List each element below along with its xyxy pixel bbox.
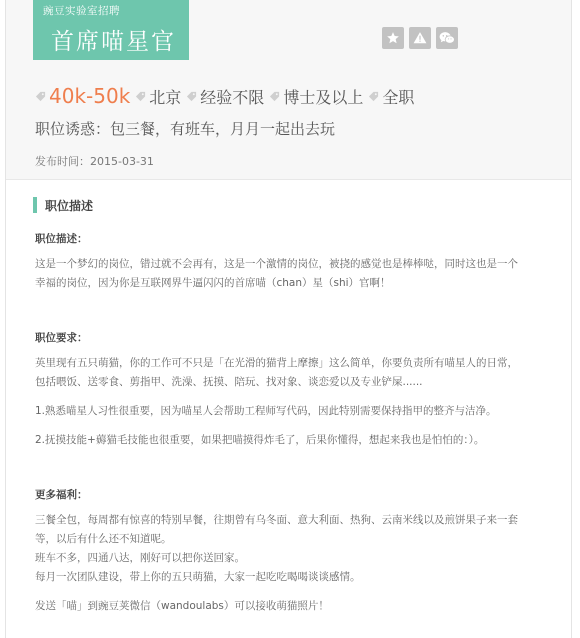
tag-icon	[35, 91, 46, 102]
tag-icon	[135, 91, 146, 102]
experience: 经验不限	[200, 87, 265, 107]
education-tag	[269, 85, 363, 108]
job-type: 全职	[382, 87, 415, 107]
tag-icon	[368, 91, 379, 102]
requirements-title: 职位要求：	[35, 332, 88, 344]
section-header	[33, 197, 93, 213]
tag-icon	[186, 91, 197, 102]
requirement-item-1: 1.熟悉喵星人习性很重要，因为喵星人会帮助工程师写代码，因此特别需要保持指甲的整齐与洁净。	[35, 405, 497, 417]
report-button[interactable]	[409, 27, 431, 49]
benefit-line-4: 发送「喵」到豌豆荚微信（wandoulabs）可以接收萌猫照片！	[35, 600, 329, 612]
section-accent-bar	[33, 197, 37, 213]
location: 北京	[149, 87, 182, 107]
requirements-intro: 英里现有五只萌猫，你的工作可不只是「在光滑的猫背上摩擦」这么简单，你要负责所有喵星人的日常，包括喂饭、送零食、剪指甲、洗澡、抚摸、陪玩、找对象、谈恋爱以及专业铲屎......	[35, 357, 518, 388]
job-detail-page	[5, 0, 572, 638]
wechat-icon	[439, 31, 455, 45]
warning-icon	[413, 31, 427, 45]
star-icon	[386, 31, 400, 45]
job-actions	[382, 27, 458, 49]
benefit-line-3: 每月一次团队建设，带上你的五只萌猫，大家一起吃吃喝喝谈谈感情。	[35, 571, 361, 583]
experience-tag	[186, 85, 264, 108]
salary-range: 40k-50k	[49, 84, 131, 108]
salary-tag	[35, 84, 130, 108]
benefit-line-2: 班车不多，四通八达，刚好可以把你送回家。	[35, 552, 245, 564]
requirement-item-2: 2.抚摸技能+薅猫毛技能也很重要，如果把喵摸得炸毛了，后果你懂得，想起来我也是怕怕的：）。	[35, 434, 485, 446]
description-text: 这是一个梦幻的岗位，错过就不会再有，这是一个激情的岗位，被挠的感觉也是棒棒哒，同时这也是一个幸福的岗位，因为你是互联网界牛逼闪闪的首席喵（chan）星（shi）官啊！	[35, 258, 518, 289]
job-title-badge	[33, 0, 189, 60]
company-name: 豌豆实验室招聘	[43, 5, 120, 17]
job-description-body	[35, 230, 525, 616]
benefit-line-1: 三餐全包，每周都有惊喜的特别早餐，往期曾有乌冬面、意大利面、热狗、云南米线以及煎饼果子来一套等，以后有什么还不知道呢。	[35, 514, 518, 545]
job-tags	[35, 84, 419, 108]
section-title: 职位描述	[45, 198, 94, 213]
benefits-title: 更多福利：	[35, 489, 88, 501]
description-title: 职位描述：	[35, 233, 88, 245]
tag-icon	[269, 91, 280, 102]
job-header-panel	[6, 0, 571, 180]
job-perk: 职位诱惑：包三餐，有班车，月月一起出去玩	[35, 120, 336, 138]
favorite-button[interactable]	[382, 27, 404, 49]
wechat-share-button[interactable]	[436, 27, 458, 49]
publish-time: 发布时间：2015-03-31	[35, 155, 154, 168]
job-type-tag	[368, 85, 414, 108]
education: 博士及以上	[283, 87, 364, 107]
job-title: 首席喵星官	[51, 29, 176, 55]
location-tag	[135, 85, 181, 108]
